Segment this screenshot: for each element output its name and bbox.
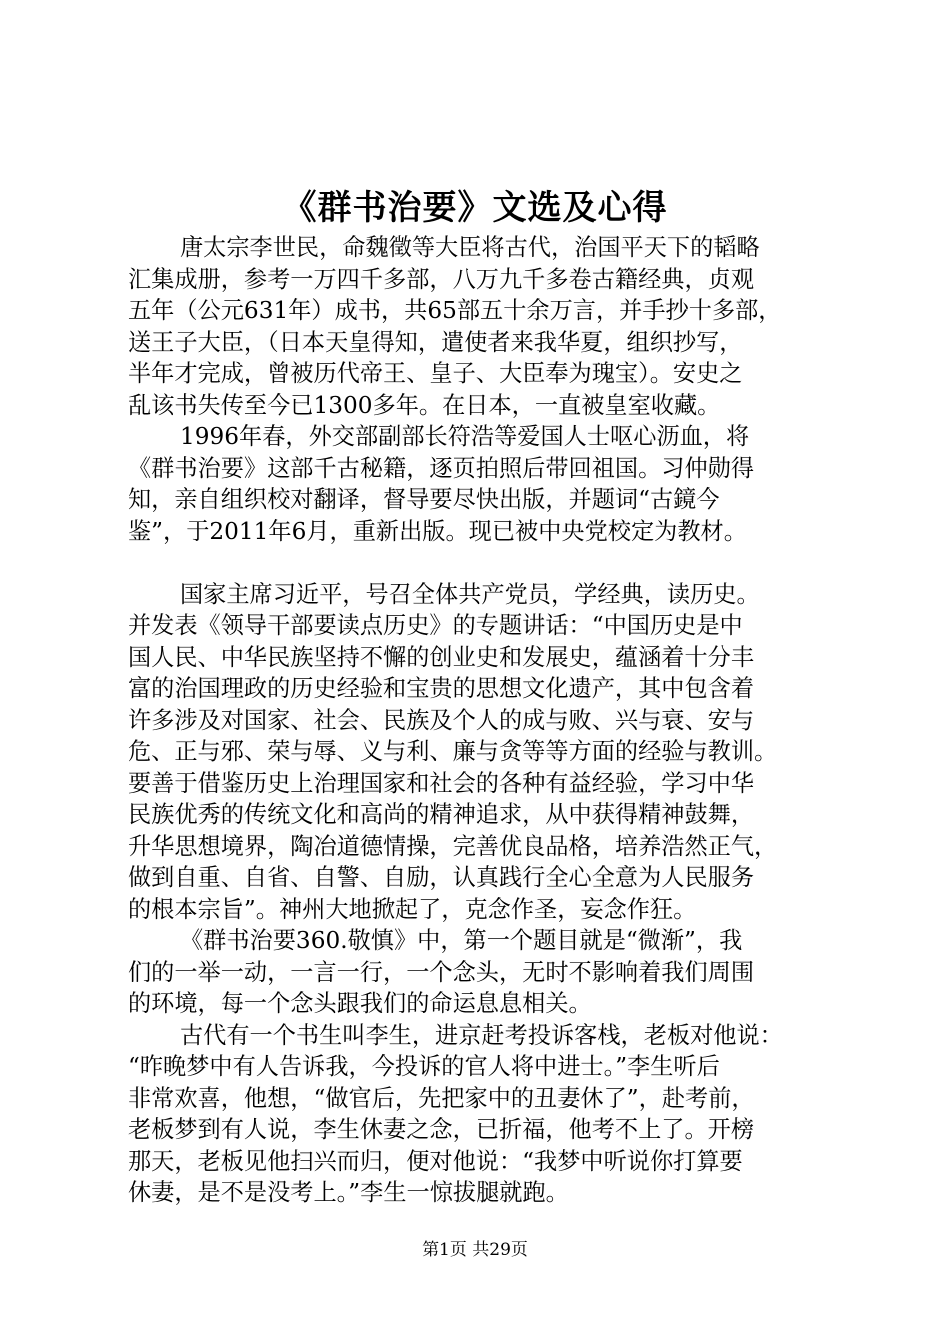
text-line: 危、正与邪、荣与辱、义与利、廉与贪等等方面的经验与教训。 <box>128 738 778 765</box>
text-line: 古代有一个书生叫李生，进京赶考投诉客栈，老板对他说： <box>180 1021 783 1049</box>
text-line: 鉴”，于2011年6月，重新出版。现已被中央党校定为教材。 <box>128 517 747 545</box>
text-line: 《群书治要》这部千古秘籍，逐页拍照后带回祖国。习仲勋得 <box>128 454 755 482</box>
text-line: 那天，老板见他扫兴而归，便对他说：“我梦中听说你打算要 <box>128 1147 743 1175</box>
text-line: 《群书治要360.敬慎》中，第一个题目就是“微渐”，我 <box>180 927 743 954</box>
text-line: 送王子大臣，（日本天皇得知，遣使者来我华夏，组织抄写， <box>128 328 743 356</box>
paragraph-4 <box>128 925 848 1020</box>
text-line: 许多涉及对国家、社会、民族及个人的成与败、兴与衰、安与 <box>128 706 755 734</box>
text-line: 汇集成册，参考一万四千多部，八万九千多卷古籍经典，贞观 <box>128 265 755 293</box>
text-line: “昨晚梦中有人告诉我，今投诉的官人将中进士。”李生听后 <box>128 1053 720 1080</box>
text-line: 升华思想境界，陶冶道德情操，完善优良品格，培养浩然正气， <box>128 832 778 860</box>
text-line: 国家主席习近平，号召全体共产党员，学经典，读历史。 <box>180 580 760 608</box>
text-line: 休妻，是不是没考上。”李生一惊拔腿就跑。 <box>128 1179 569 1206</box>
text-line: 并发表《领导干部要读点历史》的专题讲话：“中国历史是中 <box>128 612 743 639</box>
text-line: 富的治国理政的历史经验和宝贵的思想文化遗产，其中包含着 <box>128 675 755 702</box>
text-line: 乱该书失传至今已1300多年。在日本，一直被皇室收藏。 <box>128 391 721 419</box>
text-line: 国人民、中华民族坚持不懈的创业史和发展史，蕴涵着十分丰 <box>128 643 755 671</box>
document-body <box>128 232 848 1209</box>
text-line: 五年（公元631年）成书，共65部五十余万言，并手抄十多部， <box>128 297 782 324</box>
text-line: 民族优秀的传统文化和高尚的精神追求，从中获得精神鼓舞， <box>128 801 755 828</box>
text-line: 知，亲自组织校对翻译，督导要尽快出版，并题词“古鏡今 <box>128 486 720 513</box>
text-line: 做到自重、自省、自警、自励，认真践行全心全意为人民服务 <box>128 864 755 891</box>
text-line: 要善于借鉴历史上治理国家和社会的各种有益经验，学习中华 <box>128 769 755 797</box>
paragraph-1 <box>128 232 848 421</box>
paragraph-5 <box>128 1020 848 1209</box>
paragraph-3 <box>128 579 848 926</box>
document-title: 《群书治要》文选及心得 <box>282 188 668 228</box>
text-line: 唐太宗李世民，命魏徵等大臣将古代，治国平天下的韬略 <box>180 234 760 261</box>
page-number-footer: 第1页 共29页 <box>422 1240 528 1260</box>
paragraph-2 <box>128 421 848 547</box>
text-line: 半年才完成，曾被历代帝王、皇子、大臣奉为瑰宝）。安史之 <box>128 360 743 387</box>
text-line: 的根本宗旨”。神州大地掀起了，克念作圣，妄念作狂。 <box>128 895 697 923</box>
text-line: 们的一举一动，一言一行，一个念头，无时不影响着我们周围 <box>128 958 755 986</box>
text-line: 老板梦到有人说，李生休妻之念，已折福，他考不上了。开榜 <box>128 1116 755 1143</box>
text-line: 的环境，每一个念头跟我们的命运息息相关。 <box>128 990 592 1017</box>
text-line: 非常欢喜，他想，“做官后，先把家中的丑妻休了”，赴考前， <box>128 1084 755 1112</box>
text-line: 1996年春，外交部副部长符浩等爱国人士呕心沥血，将 <box>180 423 750 450</box>
